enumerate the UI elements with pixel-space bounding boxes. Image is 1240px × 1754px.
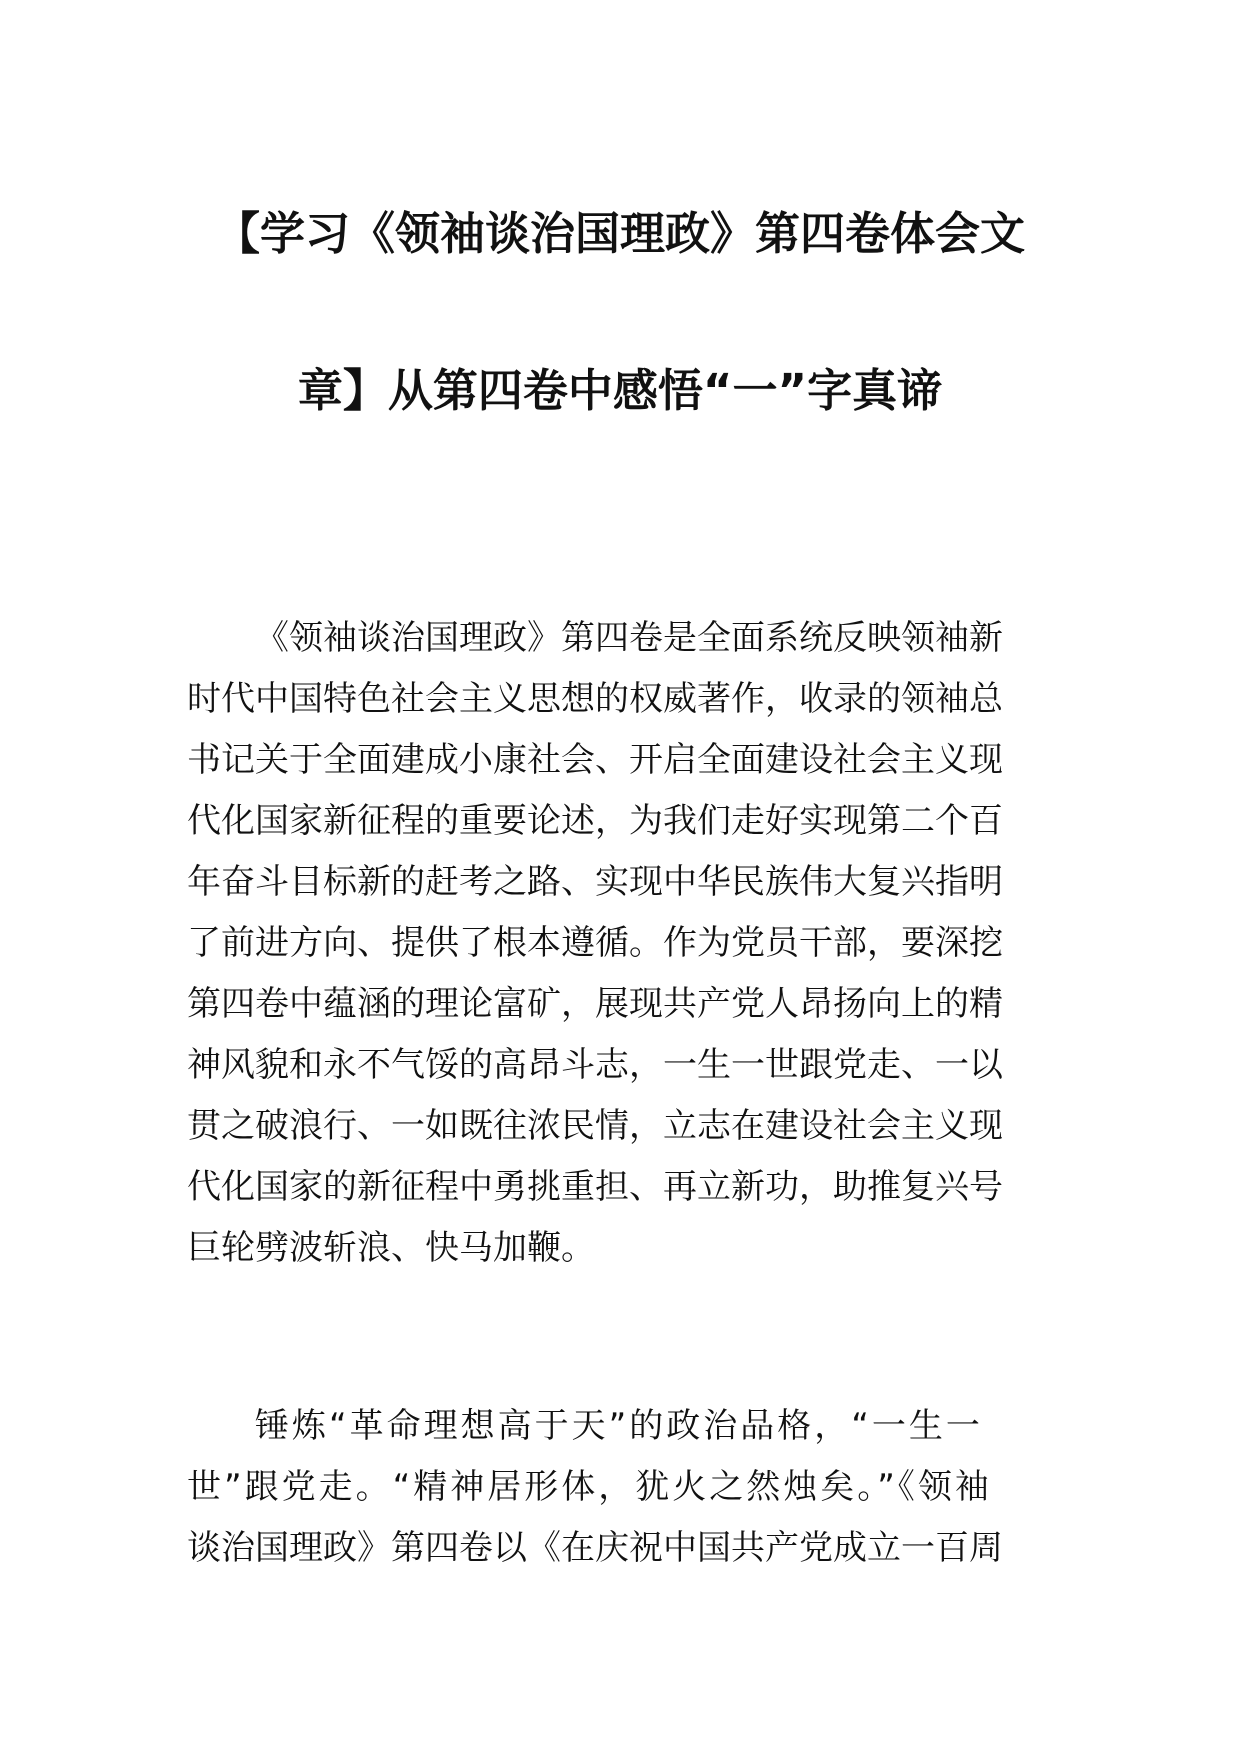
body-paragraph-2	[187, 1396, 1049, 1579]
paragraph-line: 代化国家的新征程中勇挑重担、再立新功，助推复兴号	[187, 1167, 1003, 1207]
paragraph-line: 了前进方向、提供了根本遵循。作为党员干部，要深挖	[187, 923, 1003, 963]
paragraph-line: 《领袖谈治国理政》第四卷是全面系统反映领袖新	[255, 618, 1003, 658]
document-title-line-1: 【学习《领袖谈治国理政》第四卷体会文	[214, 207, 1025, 260]
paragraph-line: 代化国家新征程的重要论述，为我们走好实现第二个百	[187, 801, 1003, 841]
paragraph-line: 贯之破浪行、一如既往浓民情，立志在建设社会主义现	[187, 1106, 1003, 1146]
paragraph-line: 巨轮劈波斩浪、快马加鞭。	[187, 1228, 595, 1268]
paragraph-line: 时代中国特色社会主义思想的权威著作，收录的领袖总	[187, 679, 1003, 719]
paragraph-line: 谈治国理政》第四卷以《在庆祝中国共产党成立一百周	[187, 1528, 1003, 1568]
body-paragraph-1	[187, 608, 1049, 1279]
document-title-line-2: 章】从第四卷中感悟“一”字真谛	[297, 364, 943, 417]
paragraph-line: 年奋斗目标新的赶考之路、实现中华民族伟大复兴指明	[187, 862, 1003, 902]
paragraph-line: 书记关于全面建成小康社会、开启全面建设社会主义现	[187, 740, 1003, 780]
paragraph-line: 神风貌和永不气馁的高昂斗志，一生一世跟党走、一以	[187, 1045, 1003, 1085]
paragraph-line: 锤炼“革命理想高于天”的政治品格，“一生一	[255, 1406, 983, 1446]
paragraph-line: 世”跟党走。“精神居形体，犹火之然烛矣。”《领袖	[187, 1467, 992, 1507]
paragraph-line: 第四卷中蕴涵的理论富矿，展现共产党人昂扬向上的精	[187, 984, 1003, 1024]
